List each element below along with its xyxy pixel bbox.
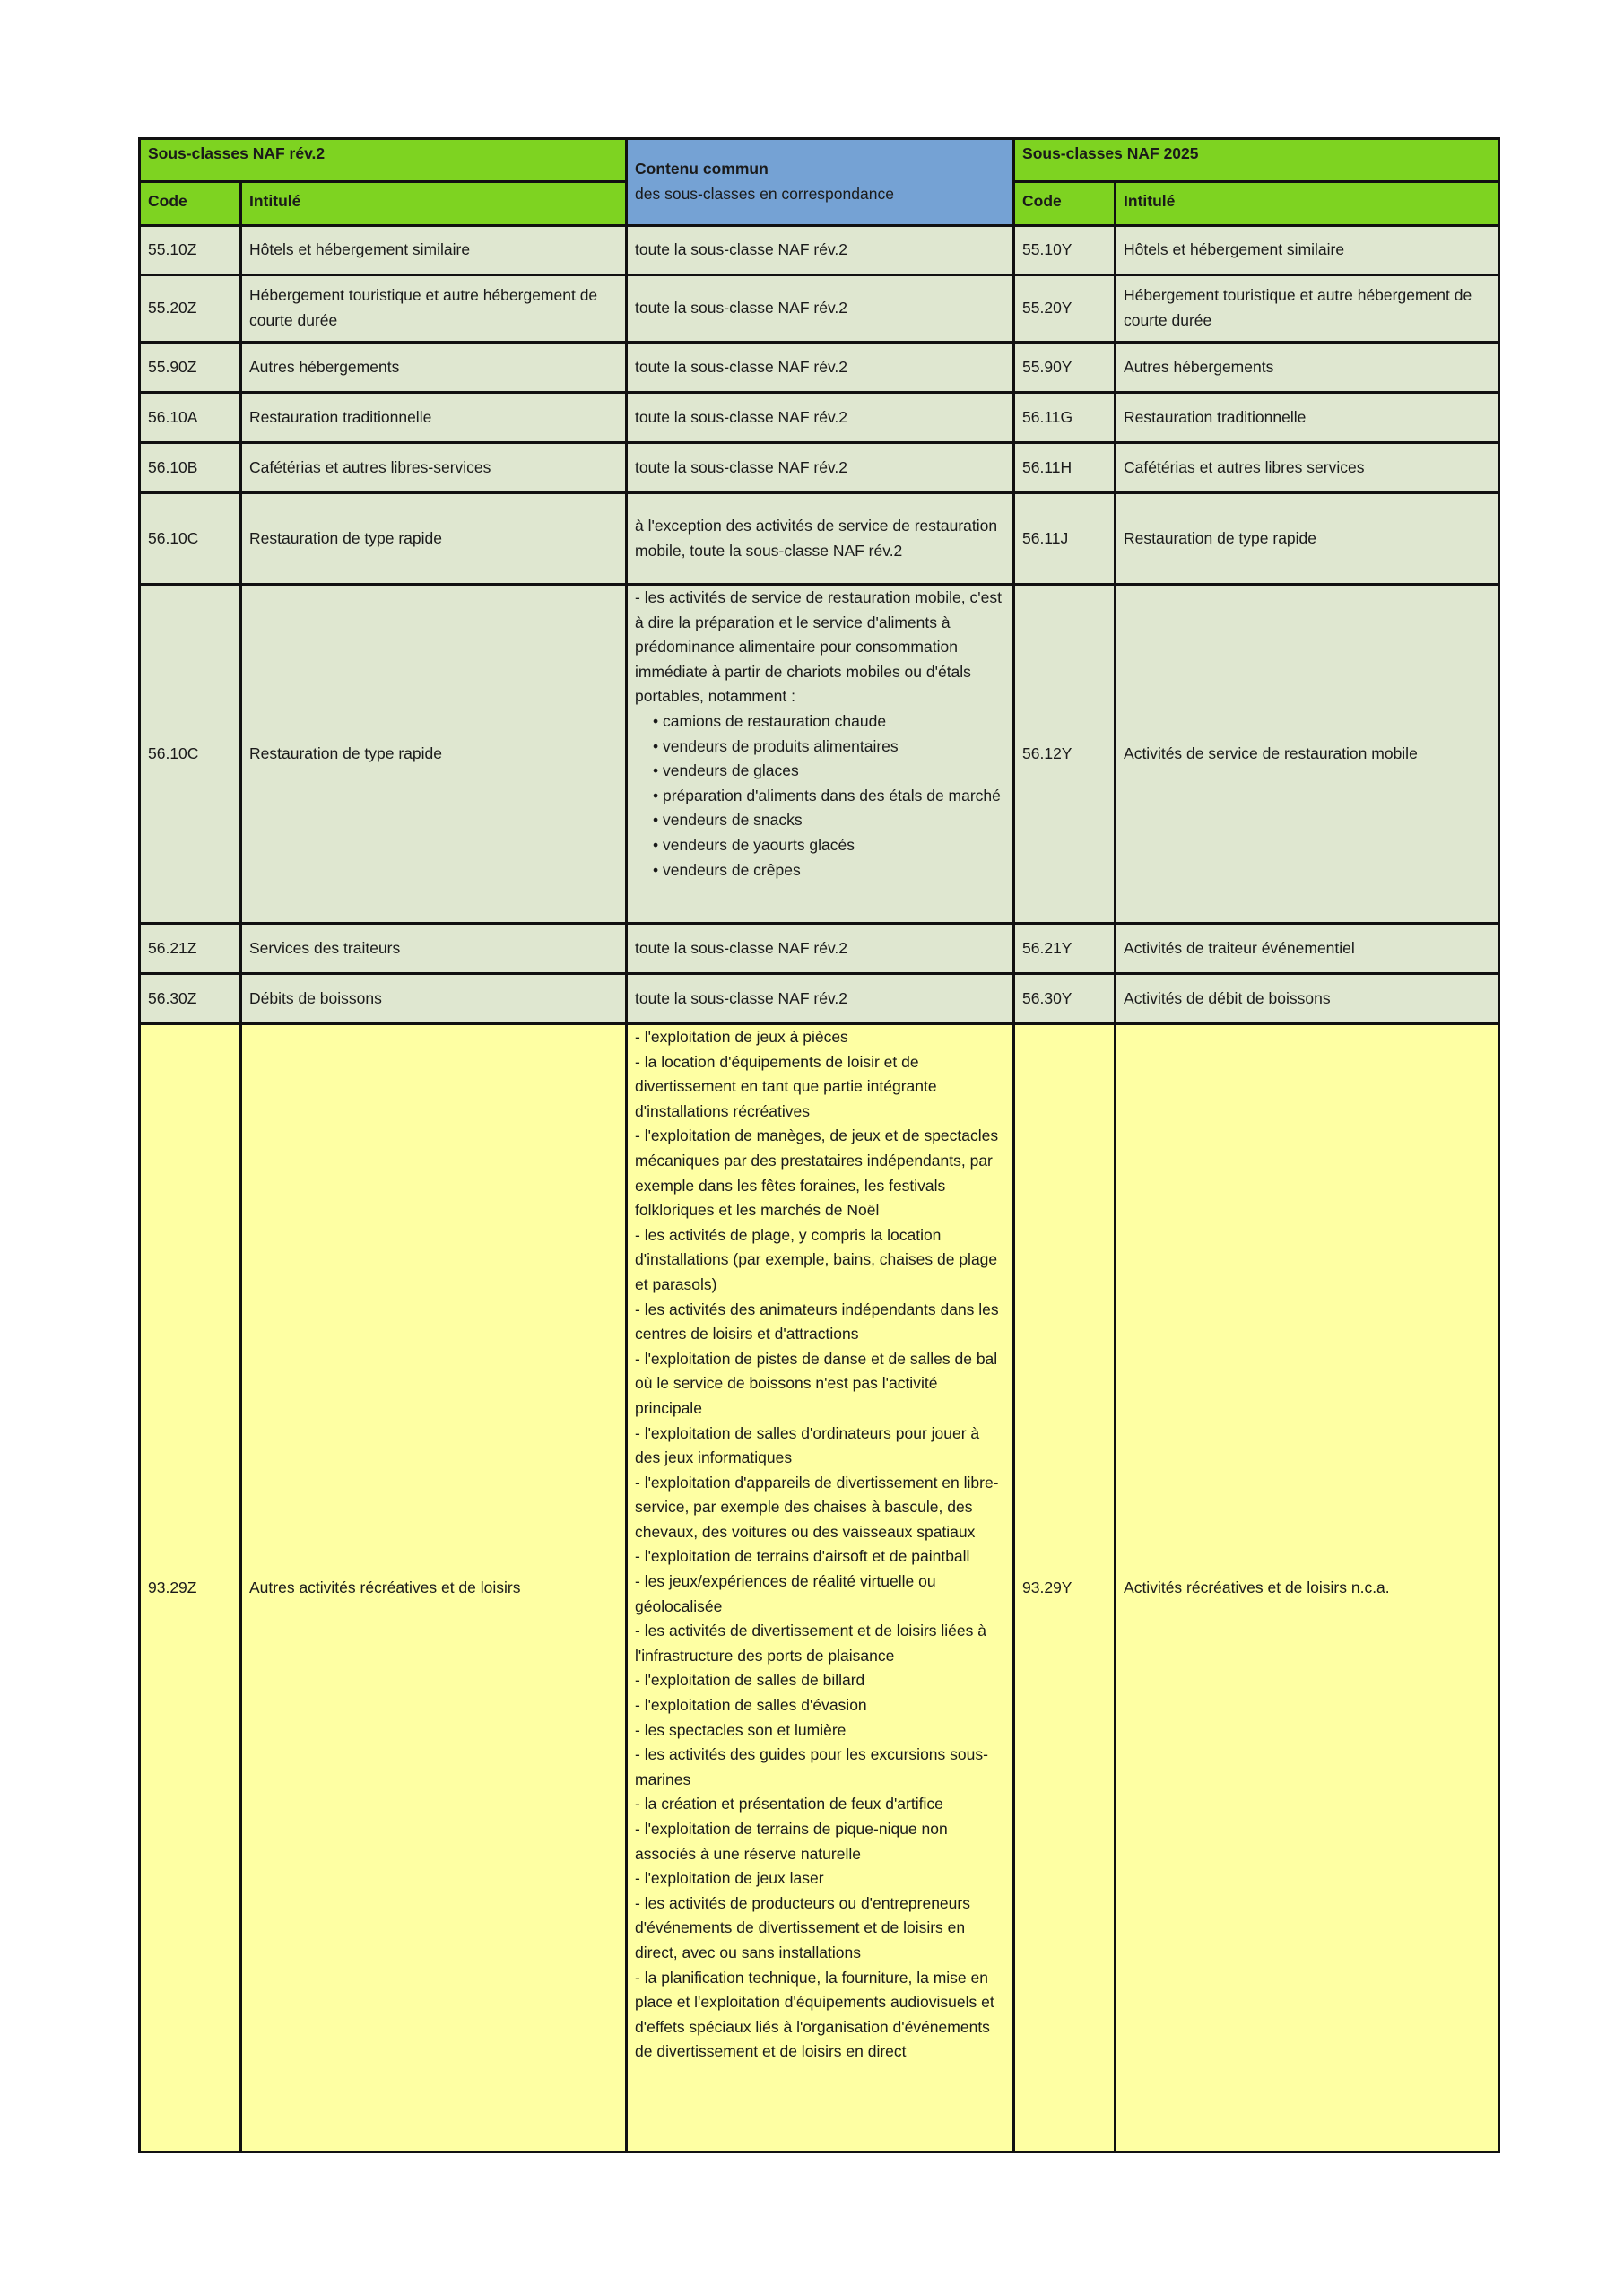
common-content-line: • camions de restauration chaude — [653, 711, 887, 730]
common-content-line: - les activités des animateurs indépendants dans les centres de loisirs et d'attractions — [635, 1300, 999, 1344]
common-content-cell — [627, 443, 1014, 493]
table-row — [140, 493, 1499, 585]
new-code-cell: 56.11G — [1014, 393, 1116, 443]
common-content-line: - l'exploitation de jeux laser — [635, 1869, 824, 1888]
common-content-line: à l'exception des activités de service de restauration mobile, toute la sous-classe NAF rév.2 — [635, 516, 998, 560]
old-code-cell: 56.10C — [140, 493, 241, 585]
header-title-left: Intitulé — [241, 182, 627, 226]
common-content-line: • vendeurs de produits alimentaires — [653, 736, 899, 755]
common-content-line: - l'exploitation de salles d'évasion — [635, 1696, 867, 1715]
common-content-line: toute la sous-classe NAF rév.2 — [635, 357, 848, 376]
old-title-cell: Restauration de type rapide — [241, 493, 627, 585]
common-content-line: - les spectacles son et lumière — [635, 1720, 847, 1739]
old-code-cell: 93.29Z — [140, 1024, 241, 2152]
correspondence-table — [138, 137, 1500, 2153]
common-content-line: - la planification technique, la fourniture, la mise en place et l'exploitation d'équipements audiovisuels et d'effets spéciaux liés à l'organisation d'événements de divertissement et de loisirs en direct — [635, 1968, 994, 2061]
common-content-line: - les activités de divertissement et de loisirs liées à l'infrastructure des ports de plaisance — [635, 1622, 986, 1665]
new-code-cell: 56.21Y — [1014, 924, 1116, 974]
common-content-cell — [627, 226, 1014, 275]
new-title-cell: Activités récréatives et de loisirs n.c.a. — [1116, 1024, 1499, 2152]
old-code-cell: 55.10Z — [140, 226, 241, 275]
old-title-cell: Services des traiteurs — [241, 924, 627, 974]
new-code-cell: 55.20Y — [1014, 275, 1116, 343]
old-code-cell: 56.10A — [140, 393, 241, 443]
common-content-line: • vendeurs de crêpes — [653, 860, 801, 879]
new-code-cell: 56.12Y — [1014, 585, 1116, 924]
old-title-cell: Restauration de type rapide — [241, 585, 627, 924]
common-content-line: - l'exploitation de terrains de pique-nique non associés à une réserve naturelle — [635, 1820, 948, 1863]
table-row — [140, 226, 1499, 275]
table-row — [140, 585, 1499, 924]
old-code-cell: 56.10B — [140, 443, 241, 493]
header-code-right: Code — [1014, 182, 1116, 226]
common-content-line: - les activités de producteurs ou d'entrepreneurs d'événements de divertissement et de loisirs en direct, avec ou sans installations — [635, 1893, 970, 1961]
common-content-cell — [627, 493, 1014, 585]
common-content-line: - l'exploitation de manèges, de jeux et de spectacles mécaniques par des prestataires indépendants, par exemple dans les fêtes foraines, les festivals folkloriques et les marchés de Noël — [635, 1126, 999, 1220]
common-content-cell — [627, 393, 1014, 443]
table-row — [140, 443, 1499, 493]
table-row — [140, 343, 1499, 393]
new-title-cell: Hôtels et hébergement similaire — [1116, 226, 1499, 275]
old-code-cell: 56.21Z — [140, 924, 241, 974]
common-content-line: - l'exploitation de salles de billard — [635, 1671, 865, 1690]
old-title-cell: Autres activités récréatives et de loisirs — [241, 1024, 627, 2152]
common-content-line: - les activités de plage, y compris la location d'installations (par exemple, bains, chaises de plage et parasols) — [635, 1225, 998, 1293]
old-code-cell: 56.10C — [140, 585, 241, 924]
old-title-cell: Débits de boissons — [241, 974, 627, 1024]
common-content-cell — [627, 585, 1014, 924]
old-code-cell: 56.30Z — [140, 974, 241, 1024]
common-content-line: • vendeurs de glaces — [653, 761, 799, 780]
old-code-cell: 55.20Z — [140, 275, 241, 343]
common-content-cell — [627, 343, 1014, 393]
new-code-cell: 55.10Y — [1014, 226, 1116, 275]
common-content-line: - l'exploitation de jeux à pièces — [635, 1028, 848, 1046]
new-code-cell: 93.29Y — [1014, 1024, 1116, 2152]
common-content-line: - les activités de service de restauration mobile, c'est à dire la préparation et le service d'aliments à prédominance alimentaire pour consommation immédiate à partir de chariots mobiles ou d'étals portables, notamment : — [635, 588, 1002, 706]
common-content-cell — [627, 1024, 1014, 2152]
common-content-line: toute la sous-classe NAF rév.2 — [635, 938, 848, 957]
old-title-cell: Cafétérias et autres libres-services — [241, 443, 627, 493]
new-title-cell: Activités de traiteur événementiel — [1116, 924, 1499, 974]
new-title-cell: Activités de débit de boissons — [1116, 974, 1499, 1024]
common-content-line: • vendeurs de yaourts glacés — [653, 835, 855, 854]
new-title-cell: Activités de service de restauration mobile — [1116, 585, 1499, 924]
header-naf-rev2: Sous-classes NAF rév.2 — [140, 139, 627, 182]
new-title-cell: Hébergement touristique et autre hébergement de courte durée — [1116, 275, 1499, 343]
table-row — [140, 393, 1499, 443]
new-title-cell: Autres hébergements — [1116, 343, 1499, 393]
common-content-line: • vendeurs de snacks — [653, 811, 803, 830]
common-content-line: toute la sous-classe NAF rév.2 — [635, 457, 848, 476]
header-common-content — [627, 139, 1014, 226]
common-content-line: - l'exploitation d'appareils de divertissement en libre-service, par exemple des chaises à bascule, des chevaux, des voitures ou des vaisseaux spatiaux — [635, 1473, 999, 1541]
new-code-cell: 56.11H — [1014, 443, 1116, 493]
common-content-line: - l'exploitation de pistes de danse et de salles de bal où le service de boissons n'est pas l'activité principale — [635, 1349, 998, 1417]
common-content-line: - la création et présentation de feux d'artifice — [635, 1795, 943, 1813]
common-content-line: toute la sous-classe NAF rév.2 — [635, 240, 848, 259]
header-naf-2025: Sous-classes NAF 2025 — [1014, 139, 1499, 182]
new-code-cell: 56.11J — [1014, 493, 1116, 585]
table-row — [140, 275, 1499, 343]
new-title-cell: Restauration de type rapide — [1116, 493, 1499, 585]
new-title-cell: Restauration traditionnelle — [1116, 393, 1499, 443]
common-content-line: • préparation d'aliments dans des étals de marché — [653, 786, 1001, 804]
table-row — [140, 1024, 1499, 2152]
common-content-line: toute la sous-classe NAF rév.2 — [635, 988, 848, 1007]
old-title-cell: Restauration traditionnelle — [241, 393, 627, 443]
table-row — [140, 924, 1499, 974]
new-title-cell: Cafétérias et autres libres services — [1116, 443, 1499, 493]
header-common-title: Contenu commun — [635, 160, 769, 178]
common-content-line: - l'exploitation de salles d'ordinateurs pour jouer à des jeux informatiques — [635, 1423, 980, 1467]
common-content-line: - les jeux/expériences de réalité virtuelle ou géolocalisée — [635, 1572, 936, 1615]
common-content-line: toute la sous-classe NAF rév.2 — [635, 407, 848, 426]
header-code-left: Code — [140, 182, 241, 226]
old-code-cell: 55.90Z — [140, 343, 241, 393]
table-row — [140, 974, 1499, 1024]
header-common-subtitle: des sous-classes en correspondance — [635, 185, 894, 203]
common-content-line: - les activités des guides pour les excursions sous-marines — [635, 1745, 988, 1788]
old-title-cell: Autres hébergements — [241, 343, 627, 393]
old-title-cell: Hébergement touristique et autre hébergement de courte durée — [241, 275, 627, 343]
old-title-cell: Hôtels et hébergement similaire — [241, 226, 627, 275]
common-content-line: toute la sous-classe NAF rév.2 — [635, 299, 848, 317]
common-content-cell — [627, 924, 1014, 974]
common-content-line: - la location d'équipements de loisir et de divertissement en tant que partie intégrante d'installations récréatives — [635, 1052, 937, 1120]
common-content-cell — [627, 974, 1014, 1024]
new-code-cell: 55.90Y — [1014, 343, 1116, 393]
new-code-cell: 56.30Y — [1014, 974, 1116, 1024]
common-content-line: - l'exploitation de terrains d'airsoft et de paintball — [635, 1547, 970, 1566]
header-title-right: Intitulé — [1116, 182, 1499, 226]
common-content-cell — [627, 275, 1014, 343]
